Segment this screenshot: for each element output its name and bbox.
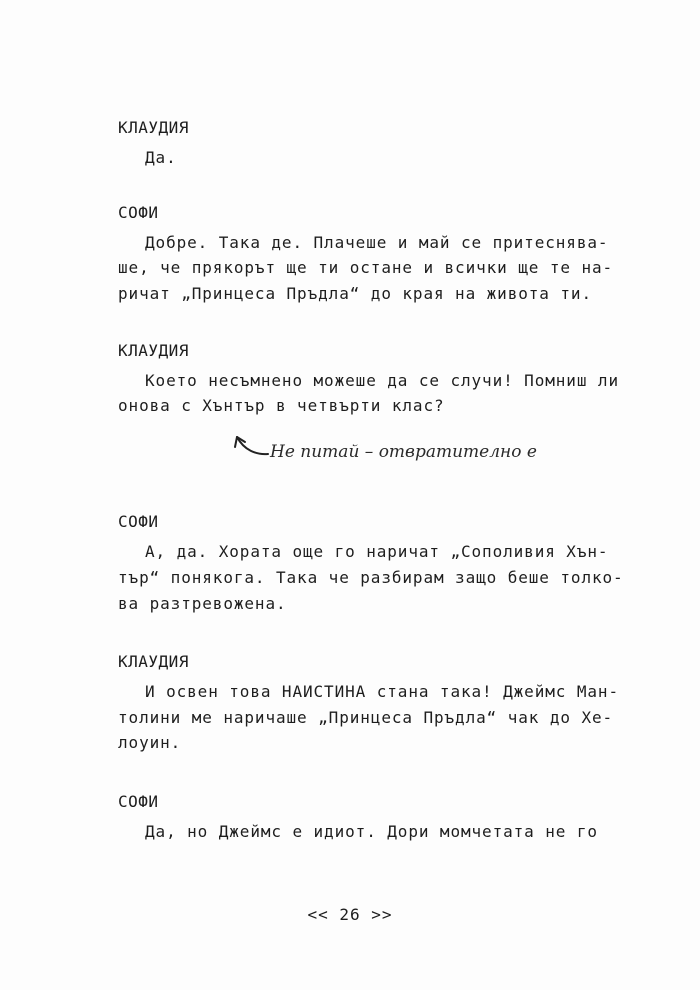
dialogue-line: И освен това НАИСТИНА стана така! Джеймс Ман- (145, 682, 619, 701)
dialogue-line: Да. (145, 148, 177, 167)
dialogue-line: Което несъмнено можеше да се случи! Помниш ли (145, 371, 619, 390)
speaker-name: СОФИ (118, 203, 159, 222)
speaker-name: СОФИ (118, 792, 159, 811)
dialogue-line: Добре. Така де. Плачеше и май се притеснява- (145, 233, 609, 252)
speaker-name: КЛАУДИЯ (118, 341, 189, 360)
dialogue-line: онова с Хънтър в четвърти клас? (118, 396, 445, 415)
dialogue-line: тър“ понякога. Така че разбирам защо беше толко- (118, 568, 624, 587)
dialogue-line: лоуин. (118, 733, 182, 752)
dialogue-line: А, да. Хората още го наричат „Сополивия Хън- (145, 542, 609, 561)
speaker-name: КЛАУДИЯ (118, 118, 189, 137)
page-number: << 26 >> (307, 905, 393, 924)
dialogue-line: ричат „Принцеса Пръдла“ до края на живота ти. (118, 284, 592, 303)
dialogue-line: Да, но Джеймс е идиот. Дори момчетата не го (145, 822, 598, 841)
handwritten-note-text: Не питай – отвратително е (270, 442, 537, 462)
dialogue-line: толини ме наричаше „Принцеса Пръдла“ чак до Хе- (118, 708, 614, 727)
speaker-name: СОФИ (118, 512, 159, 531)
speaker-name: КЛАУДИЯ (118, 652, 189, 671)
dialogue-line: ва разтревожена. (118, 594, 287, 613)
curved-arrow-icon (232, 430, 272, 466)
handwritten-note (232, 430, 552, 470)
dialogue-line: ше, че прякорът ще ти остане и всички ще те на- (118, 258, 614, 277)
